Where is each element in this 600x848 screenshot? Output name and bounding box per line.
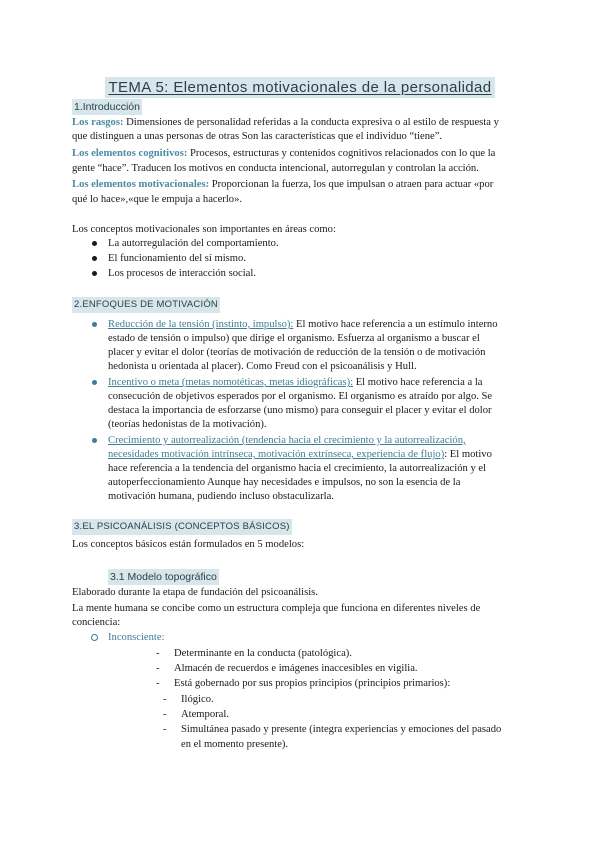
- enfoque-1-link[interactable]: Reducción de la tensión (instinto, impulso):: [108, 319, 294, 330]
- enfoque-1-line: placer y evitar el dolor (teorías de motivación de reducción de la tensión o de motivación: [108, 347, 486, 358]
- inconsciente-label: Inconsciente:: [108, 632, 165, 643]
- cognitivos-label: Los elementos cognitivos:: [72, 148, 188, 159]
- dash-bullet-icon: -: [156, 678, 160, 689]
- dash-bullet-icon: -: [163, 694, 167, 705]
- enfoque-3-line-2: necesidades motivación intrínseca, motivación extrínseca, experiencia de flujo): El motivo: [108, 449, 492, 460]
- dash-bullet-icon: -: [156, 663, 160, 674]
- area-item: Los procesos de interacción social.: [108, 268, 256, 279]
- bullet-icon: [92, 256, 97, 261]
- cognitivos-line-1: Los elementos cognitivos: Procesos, estructuras y contenidos cognitivos relacionados con lo que la: [72, 148, 496, 159]
- bullet-icon: [92, 271, 97, 276]
- bullet-icon: [92, 438, 97, 443]
- principio-item: Ilógico.: [181, 694, 214, 705]
- area-item: El funcionamiento del sí mismo.: [108, 253, 246, 264]
- document-title-row: [0, 77, 600, 98]
- principio-item-cont: en el momento presente).: [181, 739, 289, 750]
- motivacionales-line-1: Los elementos motivacionales: Proporcionan la fuerza, los que impulsan o atraen para actuar «por: [72, 179, 494, 190]
- motivacionales-line-2: qué lo hace»,«que le empuja a hacerlo».: [72, 194, 243, 205]
- psico-paragraph: conciencia:: [72, 617, 121, 628]
- area-item: La autorregulación del comportamiento.: [108, 238, 279, 249]
- enfoque-1-line-1: Reducción de la tensión (instinto, impulso): El motivo hace referencia a un estímulo interno: [108, 319, 498, 330]
- enfoque-2-line: (teorías hedonistas de la motivación).: [108, 419, 267, 430]
- enfoque-2-line-1: Incentivo o meta (metas nomotéticas, metas idiográficas): El motivo hace referencia a la: [108, 377, 483, 388]
- dash-bullet-icon: -: [163, 724, 167, 735]
- section-3-heading: 3.EL PSICOANÁLISIS (CONCEPTOS BÁSICOS): [72, 519, 292, 535]
- section-2-heading: 2.ENFOQUES DE MOTIVACIÓN: [72, 297, 220, 313]
- enfoque-2-line: consecución de objetivos esperados por el organismo. El organismo es atraído por algo. Se: [108, 391, 493, 402]
- principio-item: Simultánea pasado y presente (integra experiencias y emociones del pasado: [181, 724, 502, 735]
- enfoque-3-line: motivación humana, pudiendo incluso obstaculizarla.: [108, 491, 334, 502]
- enfoque-1-line: hedonista u orientada al placer). Como Freud con el psicoanálisis y Hull.: [108, 361, 417, 372]
- principio-item: Atemporal.: [181, 709, 229, 720]
- inconsciente-item: Almacén de recuerdos e imágenes inaccesibles en vigilia.: [174, 663, 418, 674]
- psico-paragraph: La mente humana se concibe como un estructura compleja que funciona en diferentes niveles de: [72, 603, 481, 614]
- conceptos-paragraph: Los conceptos motivacionales son importantes en áreas como:: [72, 224, 336, 235]
- bullet-icon: [92, 380, 97, 385]
- enfoque-3-link-cont[interactable]: necesidades motivación intrínseca, motivación extrínseca, experiencia de flujo): [108, 449, 445, 460]
- psico-intro: Los conceptos básicos están formulados en 5 modelos:: [72, 539, 305, 550]
- enfoque-3-line-1: [108, 434, 466, 448]
- section-1-heading: 1.Introducción: [74, 101, 140, 113]
- enfoque-2-link[interactable]: Incentivo o meta (metas nomotéticas, metas idiográficas):: [108, 377, 354, 388]
- circle-bullet-icon: [91, 634, 98, 641]
- rasgos-line-1: Los rasgos: Dimensiones de personalidad referidas a la conducta expresiva o al estilo de respuesta y: [72, 117, 499, 128]
- psico-paragraph: Elaborado durante la etapa de fundación del psicoanálisis.: [72, 587, 318, 598]
- inconsciente-item: Está gobernado por sus propios principios (principios primarios):: [174, 678, 451, 689]
- bullet-icon: [92, 241, 97, 246]
- enfoque-1-line: estado de tensión o impulso) que dirige el organismo. Esfuerza al organismo a buscar el: [108, 333, 480, 344]
- inconsciente-item: Determinante en la conducta (patológica).: [174, 648, 352, 659]
- enfoque-3-line: autoperfeccionamiento Aunque hay necesidades e impulsos, no son la esencia de la: [108, 477, 461, 488]
- rasgos-label: Los rasgos:: [72, 117, 124, 128]
- rasgos-line-2: que distinguen a unas personas de otras Son las características que el individuo “tiene”.: [72, 131, 443, 142]
- enfoque-2-line: destaca la importancia de esforzarse (uno mismo) para conseguir el placer y evitar el dolor: [108, 405, 492, 416]
- enfoque-3-link[interactable]: Crecimiento y autorrealización (tendencia hacia el crecimiento y la autorrealización,: [108, 435, 466, 446]
- section-3-1-heading: 3.1 Modelo topográfico: [110, 571, 217, 583]
- dash-bullet-icon: -: [163, 709, 167, 720]
- cognitivos-line-2: gente “hace”. Traducen los motivos en conducta intencional, autorregulan y controlan la acción.: [72, 163, 479, 174]
- dash-bullet-icon: -: [156, 648, 160, 659]
- enfoque-3-line: hace referencia a la tendencia del organismo hacia el crecimiento, la autorrealización y el: [108, 463, 487, 474]
- bullet-icon: [92, 322, 97, 327]
- motivacionales-label: Los elementos motivacionales:: [72, 179, 210, 190]
- document-title: TEMA 5: Elementos motivacionales de la personalidad: [105, 77, 494, 98]
